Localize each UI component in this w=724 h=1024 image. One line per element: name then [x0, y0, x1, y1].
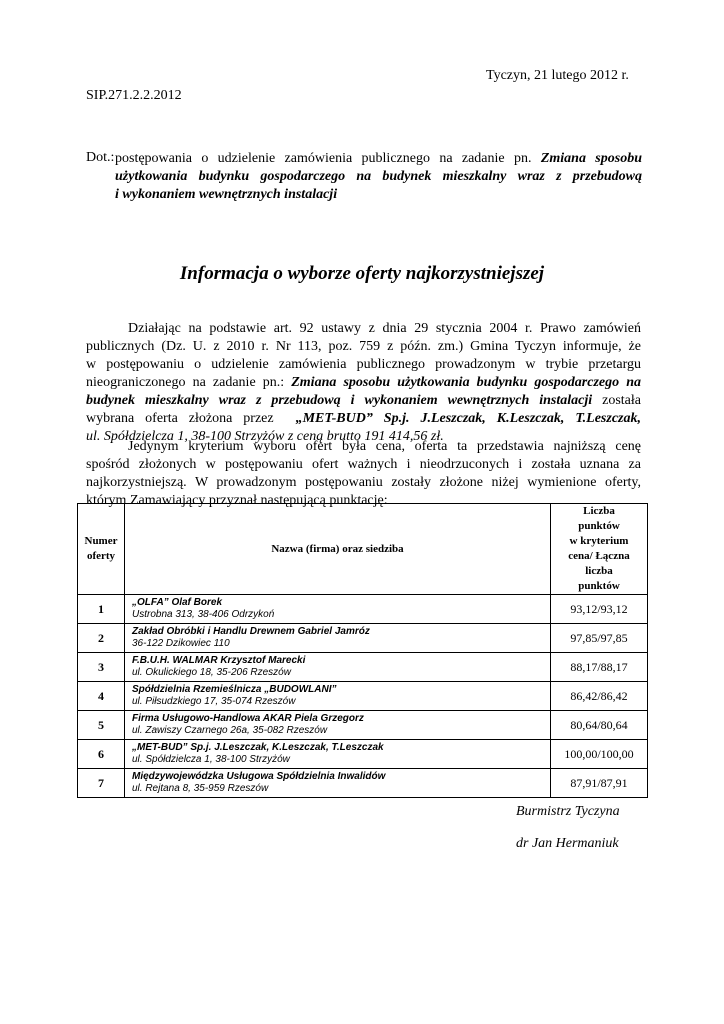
para1-line: ul. Spółdzielcza 1, 38-100 Strzyżów z ceną brutto 191 414,56 zł. [86, 429, 444, 444]
subject-label: Dot.: [86, 150, 115, 165]
signature-title: Burmistrz Tyczyna [516, 804, 620, 819]
offer-number: 6 [78, 740, 125, 769]
para1-line: budynek mieszkalny wraz z przebudową i wykonaniem wewnętrznych instalacji została [86, 393, 641, 408]
signature-name: dr Jan Hermaniuk [516, 836, 619, 851]
offer-score: 93,12/93,12 [551, 595, 648, 624]
offer-score: 80,64/80,64 [551, 711, 648, 740]
para2-line: najkorzystniejszą. W prowadzonym postępowaniu zostały złożone niżej wymienione oferty, [86, 475, 641, 490]
paragraph-decision [86, 320, 641, 446]
table-row [78, 624, 648, 653]
para1-line: wybrana oferta złożona przez „MET-BUD” Sp.j. J.Leszczak, K.Leszczak, T.Leszczak, [86, 411, 641, 426]
offer-firm: Międzywojewódzka Usługowa Spółdzielnia Inwalidów ul. Rejtana 8, 35-959 Rzeszów [125, 769, 551, 798]
offer-firm: Spółdzielnia Rzemieślnicza „BUDOWLANI” ul. Piłsudzkiego 17, 35-074 Rzeszów [125, 682, 551, 711]
table-row [78, 740, 648, 769]
table-row [78, 682, 648, 711]
header-points: Liczba punktów w kryterium cena/ Łączna liczba punktów [551, 504, 648, 595]
reference-number: SIP.271.2.2.2012 [86, 88, 182, 103]
table-row [78, 653, 648, 682]
offer-number: 1 [78, 595, 125, 624]
subject-italic-3: i wykonaniem wewnętrznych instalacji [115, 187, 338, 202]
para2-line: spośród złożonych w postępowaniu ofert ważnych i nieodrzuconych i została uznana za [86, 457, 641, 472]
offer-firm: F.B.U.H. WALMAR Krzysztof Marecki ul. Okulickiego 18, 35-206 Rzeszów [125, 653, 551, 682]
offer-number: 7 [78, 769, 125, 798]
para2-line: Jedynym kryterium wyboru ofert była cena, oferta ta przedstawia najniższą cenę [128, 439, 641, 454]
para1-line: nieograniczonego na zadanie pn.: Zmiana sposobu użytkowania budynku gospodarczego na [86, 375, 641, 390]
offer-score: 100,00/100,00 [551, 740, 648, 769]
offer-score: 87,91/87,91 [551, 769, 648, 798]
table-header-row [78, 504, 648, 595]
offers-table [77, 503, 648, 798]
document-date: Tyczyn, 21 lutego 2012 r. [486, 68, 629, 83]
table-row [78, 769, 648, 798]
offer-firm: Firma Usługowo-Handlowa AKAR Piela Grzegorz ul. Zawiszy Czarnego 26a, 35-082 Rzeszów [125, 711, 551, 740]
subject-plain: postępowania o udzielenie zamówienia publicznego na zadanie pn. [115, 151, 532, 166]
offer-number: 2 [78, 624, 125, 653]
offer-score: 88,17/88,17 [551, 653, 648, 682]
paragraph-criteria [86, 438, 641, 510]
offer-number: 5 [78, 711, 125, 740]
header-number: Numer oferty [78, 504, 125, 595]
subject-text [115, 150, 642, 204]
offer-number: 3 [78, 653, 125, 682]
para2-line: którym Zamawiający przyznał następującą punktację: [86, 493, 388, 508]
subject-italic-1: Zmiana sposobu [540, 151, 642, 166]
page-title: Informacja o wyborze oferty najkorzystniejszej [179, 263, 545, 284]
header-name: Nazwa (firma) oraz siedziba [125, 504, 551, 595]
table-row [78, 711, 648, 740]
subject-italic-2: użytkowania budynku gospodarczego na budynek mieszkalny wraz z przebudową [115, 169, 642, 184]
offer-score: 86,42/86,42 [551, 682, 648, 711]
offer-firm: „MET-BUD” Sp.j. J.Leszczak, K.Leszczak, T.Leszczak ul. Spółdzielcza 1, 38-100 Strzyżów [125, 740, 551, 769]
offer-score: 97,85/97,85 [551, 624, 648, 653]
offer-firm: Zakład Obróbki i Handlu Drewnem Gabriel Jamróz 36-122 Dzikowiec 110 [125, 624, 551, 653]
offer-firm: „OLFA” Olaf Borek Ustrobna 313, 38-406 Odrzykoń [125, 595, 551, 624]
table-row [78, 595, 648, 624]
para1-line: w postępowaniu o udzielenie zamówienia publicznego prowadzonym w trybie przetargu [86, 357, 641, 372]
para1-line: Działając na podstawie art. 92 ustawy z dnia 29 stycznia 2004 r. Prawo zamówień [128, 321, 641, 336]
offer-number: 4 [78, 682, 125, 711]
para1-line: publicznych (Dz. U. z 2010 r. Nr 113, poz. 759 z późn. zm.) Gmina Tyczyn informuje, że [86, 339, 641, 354]
